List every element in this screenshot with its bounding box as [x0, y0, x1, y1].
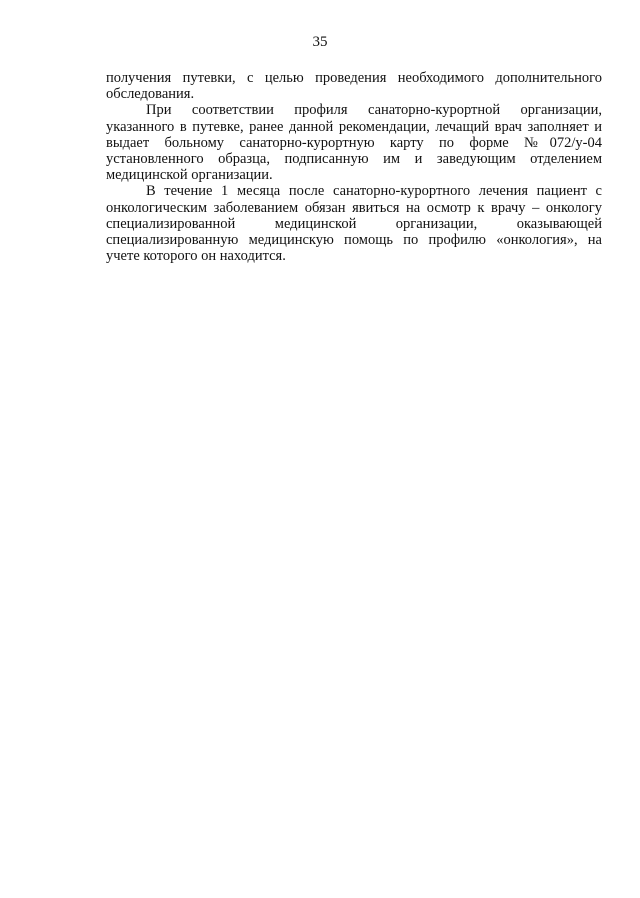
text-line: специализированной медицинской организации, оказывающей [106, 215, 602, 232]
text-line: медицинской организации. [106, 167, 273, 184]
text-line: получения путевки, с целью проведения необходимого дополнительного [106, 70, 602, 86]
text-line: В течение 1 месяца после санаторно-курортного лечения пациент с [146, 183, 602, 200]
text-line: специализированную медицинскую помощь по профилю «онкология», на [106, 232, 602, 249]
text-line: обследования. [106, 86, 195, 103]
paragraph-1 [106, 70, 602, 102]
text-line: При соответствии профиля санаторно-курортной организации, [146, 102, 602, 119]
paragraph-2 [106, 102, 602, 183]
text-line: указанного в путевке, ранее данной рекомендации, лечащий врач заполняет и [106, 118, 602, 135]
text-line: установленного образца, подписанную им и заведующим отделением [106, 151, 602, 168]
text-line: учете которого он находится. [106, 248, 286, 265]
page-number: 35 [312, 34, 328, 50]
text-line: выдает больному санаторно-курортную карту по форме №072/у-04 [106, 134, 602, 151]
text-line: онкологическим заболеванием обязан явиться на осмотр к врачу – онкологу [106, 199, 602, 216]
body-text [106, 70, 602, 264]
paragraph-3 [106, 183, 602, 264]
